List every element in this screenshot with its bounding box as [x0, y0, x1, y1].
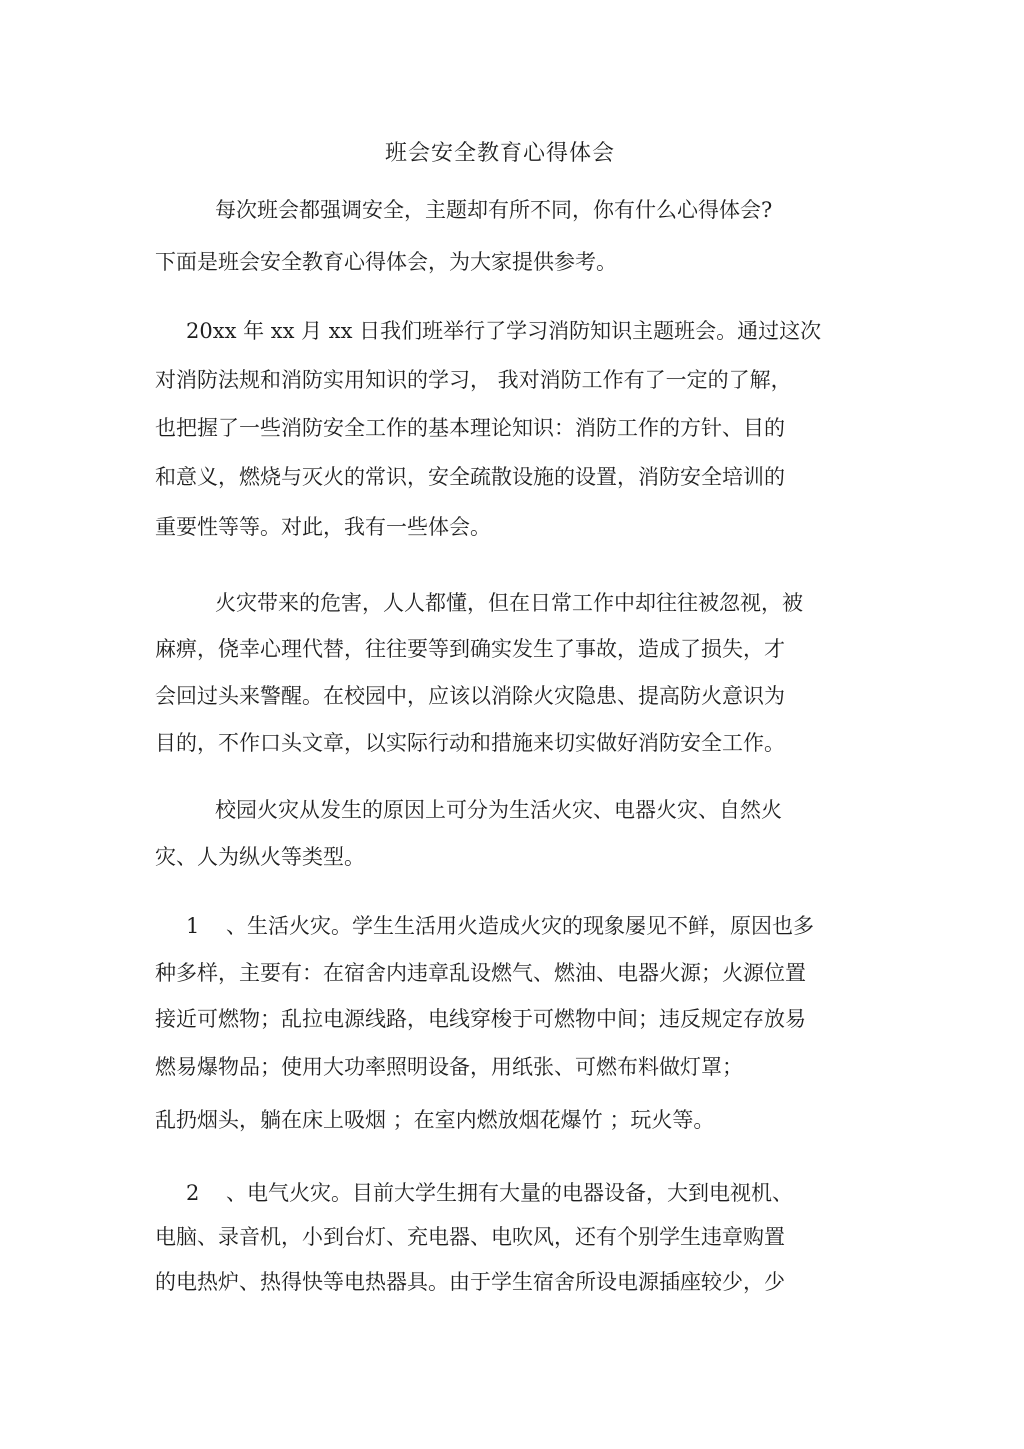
- para1-line-1: 20xx 年 xx 月 xx 日我们班举行了学习消防知识主题班会。通过这次: [186, 319, 822, 343]
- para1-line-3: 也把握了一些消防安全工作的基本理论知识：消防工作的方针、目的: [155, 416, 785, 440]
- intro-line-2: 下面是班会安全教育心得体会，为大家提供参考。: [155, 250, 617, 274]
- item1-line-2: 种多样，主要有：在宿舍内违章乱设燃气、燃油、电器火源；火源位置: [155, 961, 806, 985]
- item1-first-line: [0, 911, 1000, 941]
- para2-line-4: 目的，不作口头文章，以实际行动和措施来切实做好消防安全工作。: [155, 731, 785, 755]
- item1-line-3: 接近可燃物；乱拉电源线路，电线穿梭于可燃物中间；违反规定存放易: [155, 1007, 806, 1031]
- para3-line-1: 校园火灾从发生的原因上可分为生活火灾、电器火灾、自然火: [215, 798, 782, 822]
- para2-line-1: 火灾带来的危害，人人都懂，但在日常工作中却往往被忽视，被: [215, 591, 803, 615]
- item2-number: 2: [186, 1181, 200, 1205]
- item2-first-text: 、电气火灾。目前大学生拥有大量的电器设备，大到电视机、: [226, 1181, 793, 1205]
- para1-line-5: 重要性等等。对此，我有一些体会。: [155, 515, 491, 539]
- item2-line-2: 电脑、录音机，小到台灯、充电器、电吹风，还有个别学生违章购置: [155, 1225, 785, 1249]
- item1-line-4: 燃易爆物品；使用大功率照明设备，用纸张、可燃布料做灯罩；: [155, 1055, 743, 1079]
- para1-line-4: 和意义，燃烧与灭火的常识，安全疏散设施的设置，消防安全培训的: [155, 465, 785, 489]
- para1-line-2: 对消防法规和消防实用知识的学习， 我对消防工作有了一定的了解，: [155, 368, 792, 392]
- para2-line-2: 麻痹，侥幸心理代替，往往要等到确实发生了事故，造成了损失，才: [155, 637, 785, 661]
- item2-first-line: [0, 1178, 1000, 1208]
- para3-line-2: 灾、人为纵火等类型。: [155, 845, 365, 869]
- item1-number: 1: [186, 914, 200, 938]
- item1-line-5: 乱扔烟头，躺在床上吸烟 ；在室内燃放烟花爆竹 ；玩火等。: [155, 1108, 715, 1132]
- document-title: 班会安全教育心得体会: [384, 141, 615, 166]
- intro-line-1: 每次班会都强调安全，主题却有所不同，你有什么心得体会?: [215, 198, 773, 222]
- item1-first-text: 、生活火灾。学生生活用火造成火灾的现象屡见不鲜，原因也多: [226, 914, 814, 938]
- para2-line-3: 会回过头来警醒。在校园中，应该以消除火灾隐患、提高防火意识为: [155, 684, 785, 708]
- item2-line-3: 的电热炉、热得快等电热器具。由于学生宿舍所设电源插座较少，少: [155, 1270, 785, 1294]
